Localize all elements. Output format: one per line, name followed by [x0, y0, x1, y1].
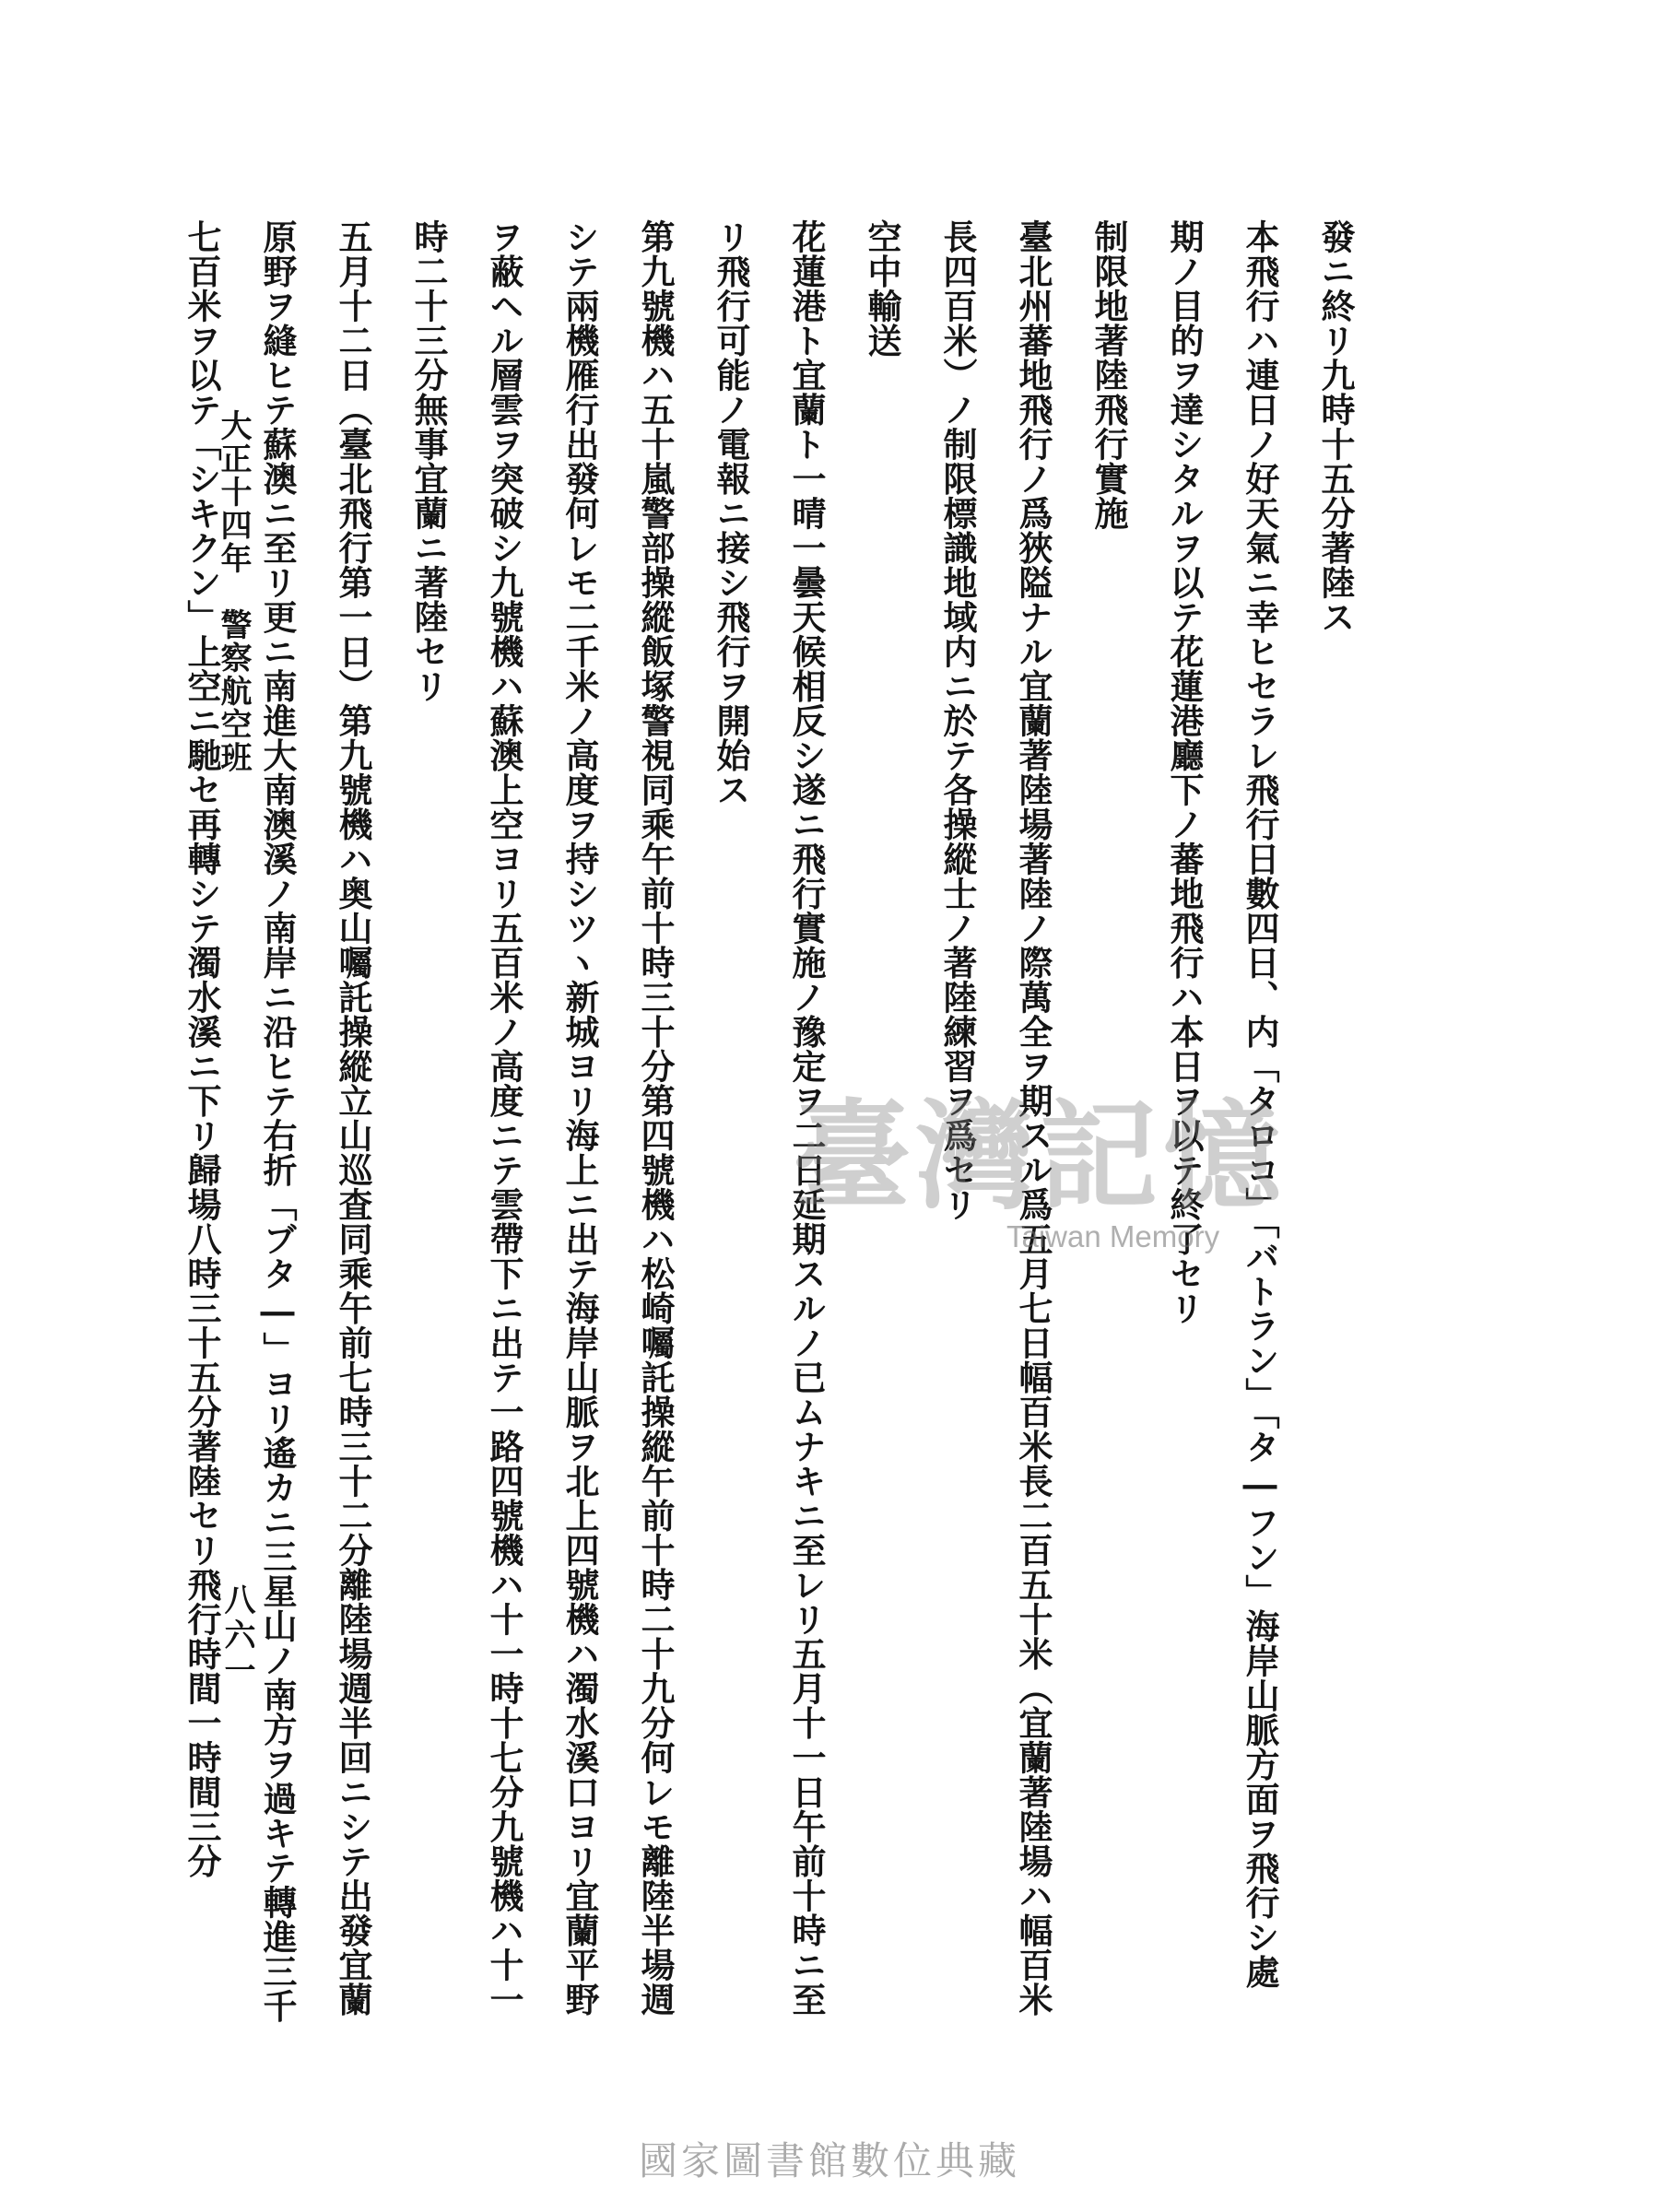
text-line: リ飛行可能ノ電報ニ接シ飛行ヲ開始ス	[711, 219, 751, 807]
text-line: 本飛行ハ連日ノ好天氣ニ幸ヒセラレ飛行日數四日、内「タロコ」「バトラン」「タ―フン」海岸山脈方面ヲ飛行シ處	[1240, 219, 1280, 1989]
text-line: 七百米ヲ以テ「シキクン」上空ニ馳セ再轉シテ濁水溪ニ下リ歸場八時三十五分著陸セリ飛行時間一時間三分	[182, 219, 222, 1878]
section-heading: 空中輸送	[862, 219, 902, 358]
text-line: ヲ蔽ヘル層雲ヲ突破シ九號機ハ蘇澳上空ヨリ五百米ノ高度ニテ雲帶下ニ出テ一路四號機ハ十一時十七分九號機ハ十一	[484, 219, 524, 2017]
running-title: 大正十四年 警察航空班	[215, 409, 252, 774]
watermark-cjk: 臺灣記憶	[793, 1088, 1288, 1226]
text-line: 第九號機ハ五十嵐警部操縱飯塚警視同乘午前十時三十分第四號機ハ松崎囑託操縱午前十時二十九分何レモ離陸半場週	[635, 219, 676, 2017]
watermark-latin: Taiwan Memory	[1006, 1219, 1220, 1253]
section-heading: 制限地著陸飛行實施	[1088, 219, 1129, 531]
library-stamp: 國家圖書館數位典藏	[638, 2138, 1020, 2183]
page-number: 八六一	[218, 1583, 255, 1688]
text-line: 臺北州蕃地飛行ノ爲狹隘ナル宜蘭著陸場著陸ノ際萬全ヲ期スル爲五月七日幅百米長二百五十米（宜蘭著陸場ハ幅百米	[1013, 219, 1053, 2017]
text-line: 期ノ目的ヲ達シタルヲ以テ花蓮港廳下ノ蕃地飛行ハ本日ヲ以テ終了セリ	[1164, 219, 1205, 1325]
text-line: 五月十二日（臺北飛行第一日）第九號機ハ奥山囑託操縱立山巡査同乘午前七時三十二分離陸場週半回ニシテ出發宜蘭	[333, 219, 373, 2017]
text-line: 時二十三分無事宜蘭ニ著陸セリ	[408, 219, 449, 703]
text-line: 發ニ終リ九時十五分著陸ス	[1315, 219, 1356, 634]
text-line: 長四百米）ノ制限標識地域内ニ於テ各操縱士ノ著陸練習ヲ爲セリ	[937, 219, 978, 1222]
body-text	[164, 219, 1373, 2044]
text-line: シテ兩機雁行出發何レモ二千米ノ高度ヲ持シツヽ新城ヨリ海上ニ出テ海岸山脈ヲ北上四號機ハ濁水溪口ヨリ宜蘭平野	[559, 219, 600, 2017]
text-line: 花蓮港ト宜蘭ト一晴一曇天候相反シ遂ニ飛行實施ノ豫定ヲ二日延期スルノ已ムナキニ至レリ五月十一日午前十時ニ至	[786, 219, 827, 2017]
text-line: 原野ヲ縫ヒテ蘇澳ニ至リ更ニ南進大南澳溪ノ南岸ニ沿ヒテ右折「ブタ―」ヨリ遙カニ三星山ノ南方ヲ過キテ轉進三千	[257, 219, 298, 2023]
